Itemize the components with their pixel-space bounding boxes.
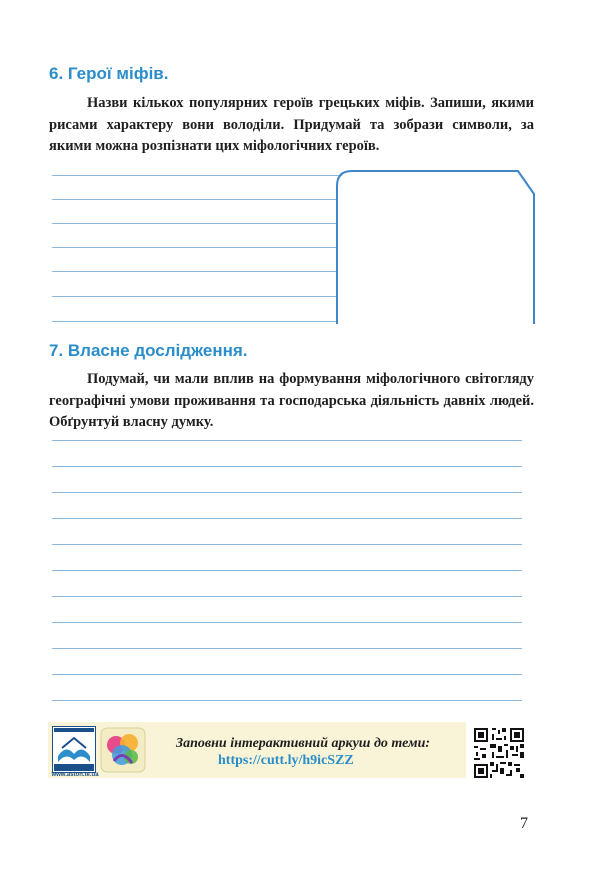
writing-line[interactable] [52,466,522,467]
section-6-task: Назви кількох популярних героїв грецьких міфів. Запиши, якими рисами характеру вони володіли. Придумай та зобрази символи, за якими можна розпізнати цих міфологічних героїв. [49,95,534,154]
writing-line[interactable] [52,648,522,649]
writing-line[interactable] [52,440,522,441]
writing-line[interactable] [52,622,522,623]
writing-line[interactable] [52,321,336,322]
writing-line[interactable] [52,596,522,597]
writing-line[interactable] [52,674,522,675]
writing-line[interactable] [52,175,342,176]
section-7-task: Подумай, чи мали вплив на формування міфологічного світогляду географічні умови проживання та господарська діяльність давніх людей. Обґрунтуй власну думку. [49,371,534,430]
learning-app-icon [100,727,146,773]
writing-line[interactable] [52,518,522,519]
writing-line[interactable] [52,223,336,224]
writing-line[interactable] [52,247,336,248]
writing-line[interactable] [52,271,336,272]
interactive-sheet-link[interactable]: https://cutt.ly/h9icSZZ [218,753,354,768]
page-number: 7 [520,815,528,832]
drawing-frame[interactable] [334,168,538,326]
publisher-url: www.aston.te.ua [51,772,99,778]
writing-line[interactable] [52,700,522,701]
writing-line[interactable] [52,570,522,571]
section-7-title: 7. Власне дослідження. [49,341,248,360]
qr-code-icon[interactable] [472,726,526,780]
footer-prompt: Заповни інтерактивний аркуш до теми: [176,736,431,751]
publisher-aston-logo-icon [52,726,96,776]
section-6-title: 6. Герої міфів. [49,64,169,83]
writing-line[interactable] [52,199,336,200]
writing-line[interactable] [52,296,336,297]
writing-line[interactable] [52,544,522,545]
writing-line[interactable] [52,492,522,493]
